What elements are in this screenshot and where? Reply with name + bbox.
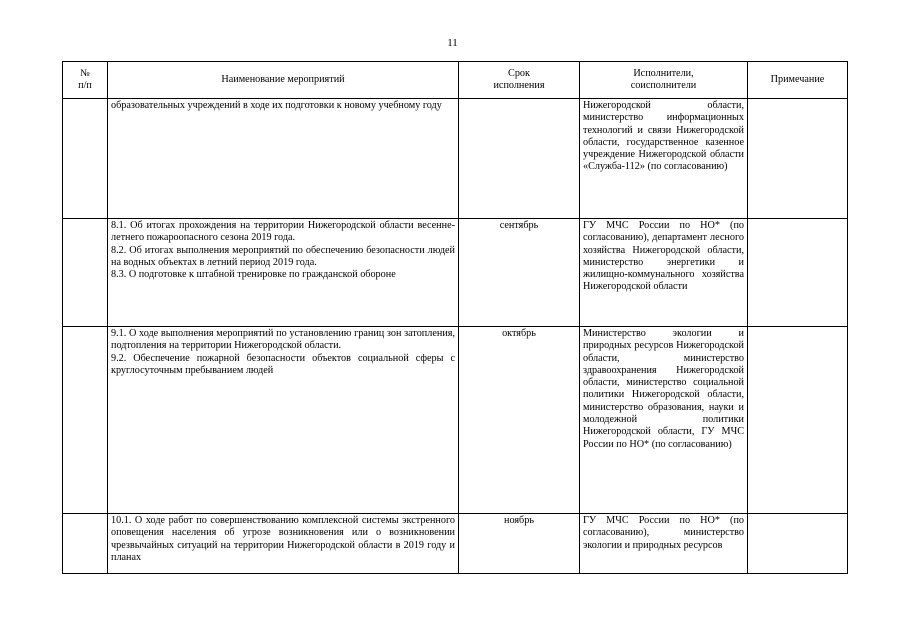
row-event-name — [108, 99, 459, 219]
row-term: октябрь — [459, 327, 580, 514]
events-table — [62, 61, 848, 574]
table-row — [63, 514, 848, 574]
row-number — [63, 327, 108, 514]
row-event-name — [108, 514, 459, 574]
row-event-name — [108, 327, 459, 514]
row-executors: ГУ МЧС России по НО* (по согласованию), департамент лесного хозяйства Нижегородской области, министерство энергетики и жилищно-коммунального хозяйства Нижегородской области — [580, 219, 748, 327]
event-paragraph: 8.3. О подготовке к штабной тренировке по гражданской обороне — [111, 269, 396, 281]
row-number — [63, 514, 108, 574]
row-term — [459, 99, 580, 219]
header-executors: Исполнители, соисполнители — [580, 62, 748, 99]
row-note — [748, 514, 848, 574]
page-number: 11 — [447, 37, 458, 49]
row-term: ноябрь — [459, 514, 580, 574]
row-event-name — [108, 219, 459, 327]
event-paragraph: 9.2. Обеспечение пожарной безопасности объектов социальной сферы с круглосуточным пребыванием людей — [111, 352, 455, 376]
event-paragraph: 9.1. О ходе выполнения мероприятий по установлению границ зон затопления, подтопления на территории Нижегородской области. — [111, 328, 455, 352]
row-number — [63, 219, 108, 327]
table-row — [63, 327, 848, 514]
row-number — [63, 99, 108, 219]
header-number: № п/п — [63, 62, 108, 99]
event-paragraph: 10.1. О ходе работ по совершенствованию комплексной системы экстренного оповещения населения об угрозе возникновения или о возникновении чрезвычайных ситуаций на территории Нижегородской области в 2019 году и планах — [111, 515, 455, 563]
row-executors: Нижегородской области, министерство информационных технологий и связи Нижегородской области, государственное казенное учреждение Нижегородской области «Служба-112» (по согласованию) — [580, 99, 748, 219]
header-note: Примечание — [748, 62, 848, 99]
event-paragraph: образовательных учреждений в ходе их подготовки к новому учебному году — [111, 100, 442, 111]
row-note — [748, 327, 848, 514]
header-term: Срок исполнения — [459, 62, 580, 99]
row-executors: Министерство экологии и природных ресурсов Нижегородской области, министерство здравоохранения Нижегородской области, министерство социальной политики Нижегородской области, министерство образования, науки и молодежной политики Нижегородской области, ГУ МЧС России по НО* (по согласованию) — [580, 327, 748, 514]
row-note — [748, 99, 848, 219]
row-executors: ГУ МЧС России по НО* (по согласованию), министерство экологии и природных ресурсов — [580, 514, 748, 574]
event-paragraph: 8.2. Об итогах выполнения мероприятий по обеспечению безопасности людей на водных объектах в летний период 2019 года. — [111, 244, 455, 268]
row-term: сентябрь — [459, 219, 580, 327]
header-event-name: Наименование мероприятий — [108, 62, 459, 99]
table-row — [63, 219, 848, 327]
table-header-row — [63, 62, 848, 99]
event-paragraph: 8.1. Об итогах прохождения на территории Нижегородской области весенне-летнего пожароопасного сезона 2019 года. — [111, 220, 455, 244]
table-row — [63, 99, 848, 219]
row-note — [748, 219, 848, 327]
